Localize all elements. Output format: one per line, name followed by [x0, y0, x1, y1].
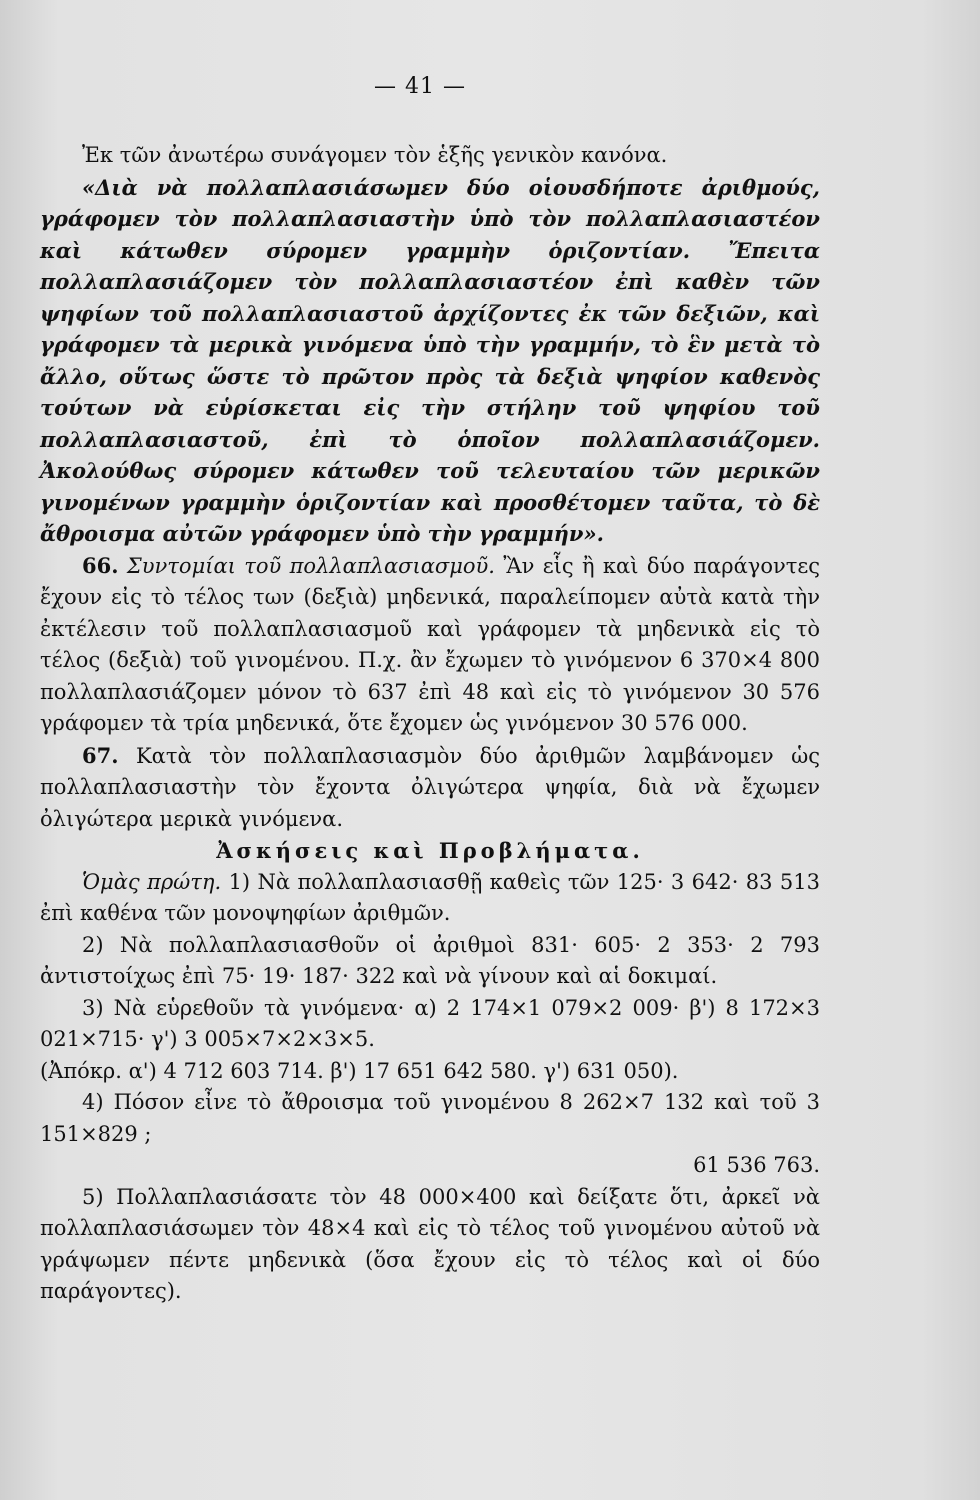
rule-paragraph: «Διὰ νὰ πολλαπλασιάσωμεν δύο οἱουσδήποτε ἀριθμούς, γράφομεν τὸν πολλαπλασιαστὴν ὑπὸ τὸν πολλαπλασιαστέον καὶ κάτωθεν σύρομεν γραμμὴν ὁριζοντίαν. Ἔπειτα πολλαπλασιάζομεν τὸν πολλαπλασιαστέον ἐπὶ καθὲν τῶν ψηφίων τοῦ πολλαπλασιαστοῦ ἀρχίζοντες ἐκ τῶν δεξιῶν, καὶ γράφομεν τὰ μερικὰ γινόμενα ὑπὸ τὴν γραμμήν, τὸ ἓν μετὰ τὸ ἄλλο, οὕτως ὥστε τὸ πρῶτον πρὸς τὰ δεξιὰ ψηφίον καθενὸς τούτων νὰ εὑρίσκεται εἰς τὴν στήλην τοῦ ψηφίου τοῦ πολλαπλασιαστοῦ, ἐπὶ τὸ ὁποῖον πολλαπλασιάζομεν. Ἀκολούθως σύρομεν κάτωθεν τοῦ τελευταίου τῶν μερικῶν γινομένων γραμμὴν ὁριζοντίαν καὶ προσθέτομεν ταῦτα, τὸ δὲ ἄθροισμα αὐτῶν γράφομεν ὑπὸ τὴν γραμμήν». — [40, 174, 820, 546]
exercise-3: 3) Νὰ εὑρεθοῦν τὰ γινόμενα· α) 2 174×1 079×2 009· β') 8 172×3 021×715· γ') 3 005×7×2×3×5. — [40, 995, 820, 1051]
exercise-1-text: 1) Νὰ πολλαπλασιασθῇ καθεὶς τῶν 125· 3 642· 83 513 ἐπὶ καθένα τῶν μονοψηφίων ἀριθμῶν. — [40, 869, 820, 925]
exercises-heading: Ἀσκήσεις καὶ Προβλήματα. — [216, 838, 644, 863]
exercise-2: 2) Νὰ πολλαπλασιασθοῦν οἱ ἀριθμοὶ 831· 605· 2 353· 2 793 ἀντιστοίχως ἐπὶ 75· 19· 187· 322 καὶ νὰ γίνουν καὶ αἱ δοκιμαί. — [40, 932, 820, 988]
section-66-body: Ἂν εἷς ἢ καὶ δύο παράγοντες ἔχουν εἰς τὸ τέλος των (δεξιὰ) μηδενικά, παραλείπομεν αὐτὰ κατὰ τὴν ἐκτέλεσιν τοῦ πολλαπλασιασμοῦ καὶ γράφομεν τὰ μηδενικὰ εἰς τὸ τέλος (δεξιὰ) τοῦ γινομένου. Π.χ. ἂν ἔχωμεν τὸ γινόμενον 6 370×4 800 πολλαπλασιάζομεν μόνον τὸ 637 ἐπὶ 48 καὶ εἰς τὸ γινόμενον 30 576 γράφομεν τὰ τρία μηδενικά, ὅτε ἔχομεν ὡς γινόμενον 30 576 000. — [40, 553, 820, 735]
page-text — [40, 140, 820, 1308]
exercise-4: 4) Πόσον εἶνε τὸ ἄθροισμα τοῦ γινομένου 8 262×7 132 καὶ τοῦ 3 151×829 ; — [40, 1090, 820, 1146]
exercise-3-answer: (Ἀπόκρ. α') 4 712 603 714. β') 17 651 642 580. γ') 631 050). — [40, 1058, 679, 1083]
section-67-body: Κατὰ τὸν πολλαπλασιασμὸν δύο ἀριθμῶν λαμβάνομεν ὡς πολλαπλασιαστὴν τὸν ἔχοντα ὀλιγώτερα ψηφία, διὰ νὰ ἔχωμεν ὀλιγώτερα μερικὰ γινόμενα. — [40, 743, 820, 831]
section-66-title: Συντομίαι τοῦ πολλαπλασιασμοῦ. — [126, 553, 495, 578]
section-67 — [40, 740, 820, 836]
section-66-number: 66. — [82, 552, 119, 578]
intro-paragraph: Ἐκ τῶν ἀνωτέρω συνάγομεν τὸν ἑξῆς γενικὸν κανόνα. — [82, 143, 668, 167]
exercise-1 — [40, 867, 820, 930]
group-1-label: Ὁμὰς πρώτη. — [82, 869, 222, 894]
exercise-5: 5) Πολλαπλασιάσατε τὸν 48 000×400 καὶ δείξατε ὅτι, ἀρκεῖ νὰ πολλαπλασιάσωμεν τὸν 48×4 καὶ εἰς τὸ τέλος τοῦ γινομένου αὐτοῦ νὰ γράψωμεν πέντε μηδενικὰ (ὅσα ἔχουν εἰς τὸ τέλος καὶ οἱ δύο παράγοντες). — [40, 1184, 820, 1303]
exercise-4-answer: 61 536 763. — [693, 1153, 820, 1177]
section-66 — [40, 550, 820, 740]
section-67-number: 67. — [82, 742, 119, 768]
page-number: — 41 — — [374, 74, 466, 99]
